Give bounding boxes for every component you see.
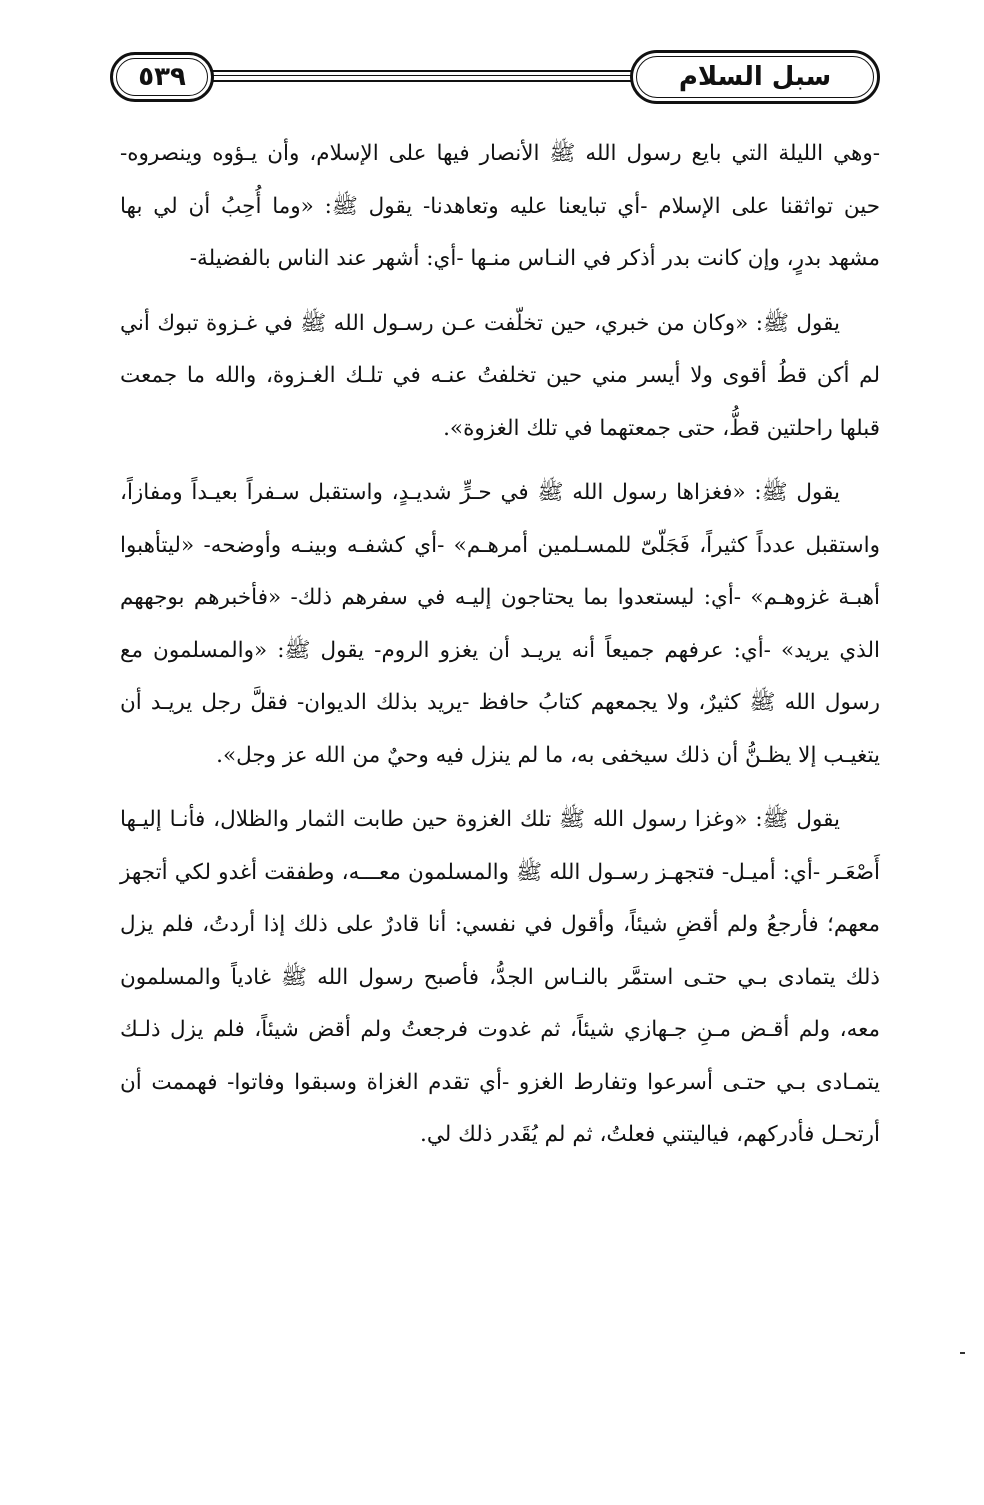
paragraph-2: يقول ﷺ: «وكان من خبري، حين تخلّفت عـن رسـول الله ﷺ في غـزوة تبوك أني لم أكن قطُ أقوى ولا أيسر مني حين تخلفتُ عنـه في تلـك الغـزوة، والله ما جمعت قبلها راحلتين قطُّ، حتى جمعتهما في تلك الغزوة». xyxy=(120,310,880,441)
paragraph-3: يقول ﷺ: «فغزاها رسول الله ﷺ في حـرٍّ شديـدٍ، واستقبل سـفراً بعيـداً ومفازاً، واستقبل عدداً كثيراً، فَجَلّىّ للمسـلمين أمرهـم» -أي كشفـه وبينـه وأوضحه- «ليتأهبوا أهبـة غزوهـم» -أي: ليستعدوا بما يحتاجون إليـه في سفرهم ذلك- «فأخبرهم بوجههم الذي يريد» -أي: عرفهم جميعاً أنه يريـد أن يغزو الروم- يقول ﷺ: «والمسلمون مع رسول الله ﷺ كثيرٌ، ولا يجمعهم كتابُ حافظ -يريد بذلك الديوان- فقلَّ رجل يريـد أن يتغيـب إلا يظـنُّ أن ذلك سيخفى به، ما لم ينزل فيه وحيٌ من الله عز وجل». xyxy=(120,480,880,768)
paragraph-1: -وهي الليلة التي بايع رسول الله ﷺ الأنصار فيها على الإسلام، وأن يـؤوه وينصروه- حين تواثقنا على الإسلام -أي تبايعنا عليه وتعاهدنا- يقول ﷺ: «وما أُحِبُ أن لي بها مشهد بدرٍ، وإن كانت بدر أذكر في النـاس منـها -أي: أشهر عند الناس بالفضيلة- xyxy=(120,141,880,271)
page-number: ٥٣٩ xyxy=(138,62,186,92)
page-body xyxy=(120,128,880,1162)
book-title: سبل السلام xyxy=(678,62,832,92)
page-header xyxy=(110,44,880,114)
margin-mark xyxy=(960,1352,965,1354)
book-title-frame xyxy=(630,50,880,104)
paragraph-4: يقول ﷺ: «وغزا رسول الله ﷺ تلك الغزوة حين طابت الثمار والظلال، فأنـا إليـها أَصْعَـر -أي: أميـل- فتجهـز رسـول الله ﷺ والمسلمون معـــه، وطفقت أغدو لكي أتجهز معهم؛ فأرجعُ ولم أقضِ شيئاً، وأقول في نفسي: أنا قادرٌ على ذلك إذا أردتُ، فلم يزل ذلك يتمادى بـي حتـى استمَّر بالنـاس الجدُّ، فأصبح رسول الله ﷺ غادياً والمسلمون معه، ولم أقـض مـنِ جـهازي شيئاً، ثم غدوت فرجعتُ ولم أقض شيئاً، فلم يزل ذلـك يتمـادى بـي حتـى أسرعوا وتفارط الغزو -أي تقدم الغزاة وسبقوا وفاتوا- فهممت أن أرتحـل فأدركهم، فياليتني فعلتُ، ثم لم يُقَدر ذلك لي. xyxy=(120,807,880,1147)
page-number-frame xyxy=(110,52,214,102)
header-rule xyxy=(210,70,640,82)
